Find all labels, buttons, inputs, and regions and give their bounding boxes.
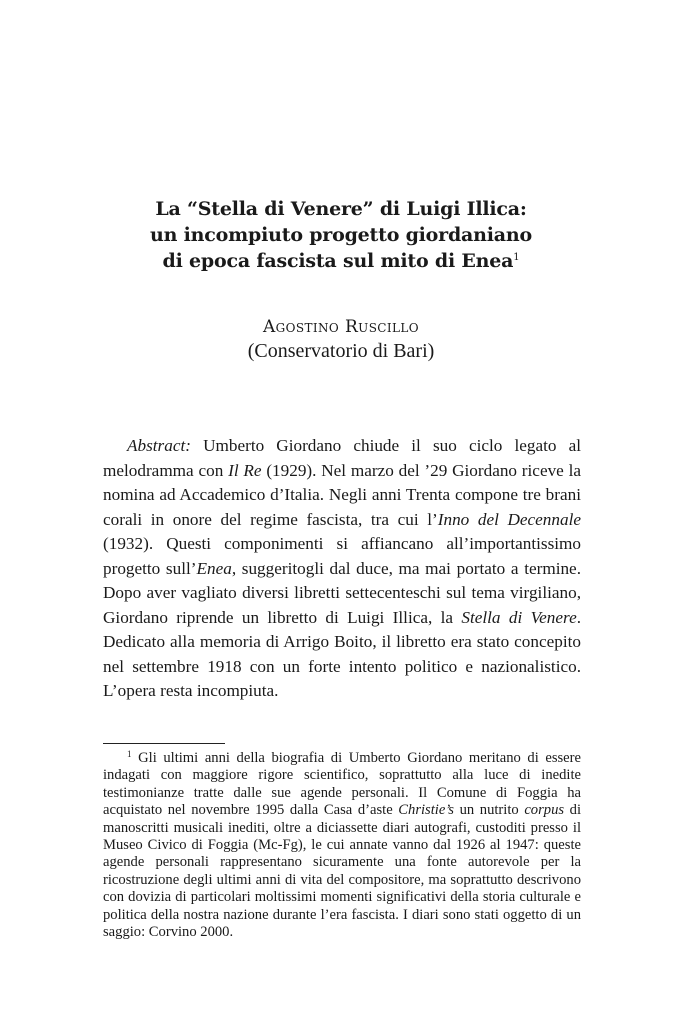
author-name: Agostino Ruscillo bbox=[262, 317, 420, 337]
abstract bbox=[103, 434, 581, 704]
abstract-text-3: (1932). Questi componimenti si affiancano all’importantissimo progetto sull’ bbox=[103, 534, 581, 578]
footnote-separator bbox=[103, 743, 225, 744]
footnote-1 bbox=[103, 750, 581, 941]
title-line-3-text: di epoca fascista sul mito di Enea bbox=[162, 250, 514, 272]
abstract-text-4: , suggeritogli dal duce, ma mai portato a termine. Dopo aver vagliato diversi libretti settecenteschi sul tema virgiliano, Giordano riprende un libretto di Luigi Illica, la bbox=[103, 558, 581, 627]
title-footnote-marker: 1 bbox=[513, 252, 520, 263]
footnote-text-3: di manoscritti musicali inediti, oltre a diciassette diari autografi, custoditi presso il Museo Civico di Foggia (Mc-Fg), le cui annate vanno dal 1926 al 1947: queste agende personali rappresentano sicuramente una fonte autorevole per la ricostruzione degli ultimi anni di vita del compositore, ma soprattutto descrivono con dovizia di particolari moltissimi momenti significativi della storia culturale e politica della nostra nazione durante l’era fascista. I diari sono stati oggetto di un saggio: Corvino 2000. bbox=[103, 802, 581, 941]
abstract-text-2: (1929). Nel marzo del ’29 Giordano riceve la nomina ad Accademico d’Italia. Negli anni Trenta compone tre brani corali in onore del regime fascista, tra cui l’ bbox=[103, 460, 581, 529]
footnote-italic-christies: Christie’s bbox=[398, 802, 454, 819]
title-line-1: La “Stella di Venere” di Luigi Illica: bbox=[155, 198, 527, 220]
footnote-italic-corpus: corpus bbox=[524, 802, 565, 819]
author-affiliation: (Conservatorio di Bari) bbox=[247, 340, 435, 362]
title-line-2: un incompiuto progetto giordaniano bbox=[150, 224, 532, 246]
title-line-3 bbox=[0, 248, 682, 274]
footnote-text-1: Gli ultimi anni della biografia di Umberto Giordano meritano di essere indagati con maggiore rigore scientifico, soprattutto alla luce di inedite testimonianze tratte dalle sue agende personali. Il Comune di Foggia ha acquistato nel novembre 1995 dalla Casa d’aste bbox=[103, 750, 581, 819]
footnote-text-2: un nutrito bbox=[454, 802, 525, 819]
abstract-text-5: . Dedicato alla memoria di Arrigo Boito, il libretto era stato concepito nel settembre 1918 con un forte intento politico e nazionalistico. L’opera resta incompiuta. bbox=[103, 607, 581, 700]
abstract-italic-il-re: Il Re bbox=[228, 460, 262, 480]
footnote-marker: 1 bbox=[127, 749, 132, 759]
abstract-italic-enea: Enea bbox=[196, 558, 232, 578]
abstract-italic-inno: Inno del Decennale bbox=[437, 509, 581, 529]
abstract-italic-stella: Stella di Venere bbox=[461, 607, 577, 627]
abstract-label: Abstract: bbox=[127, 436, 191, 455]
abstract-text-1: Umberto Giordano chiude il suo ciclo legato al melodramma con bbox=[103, 436, 581, 480]
article-title bbox=[0, 196, 682, 274]
